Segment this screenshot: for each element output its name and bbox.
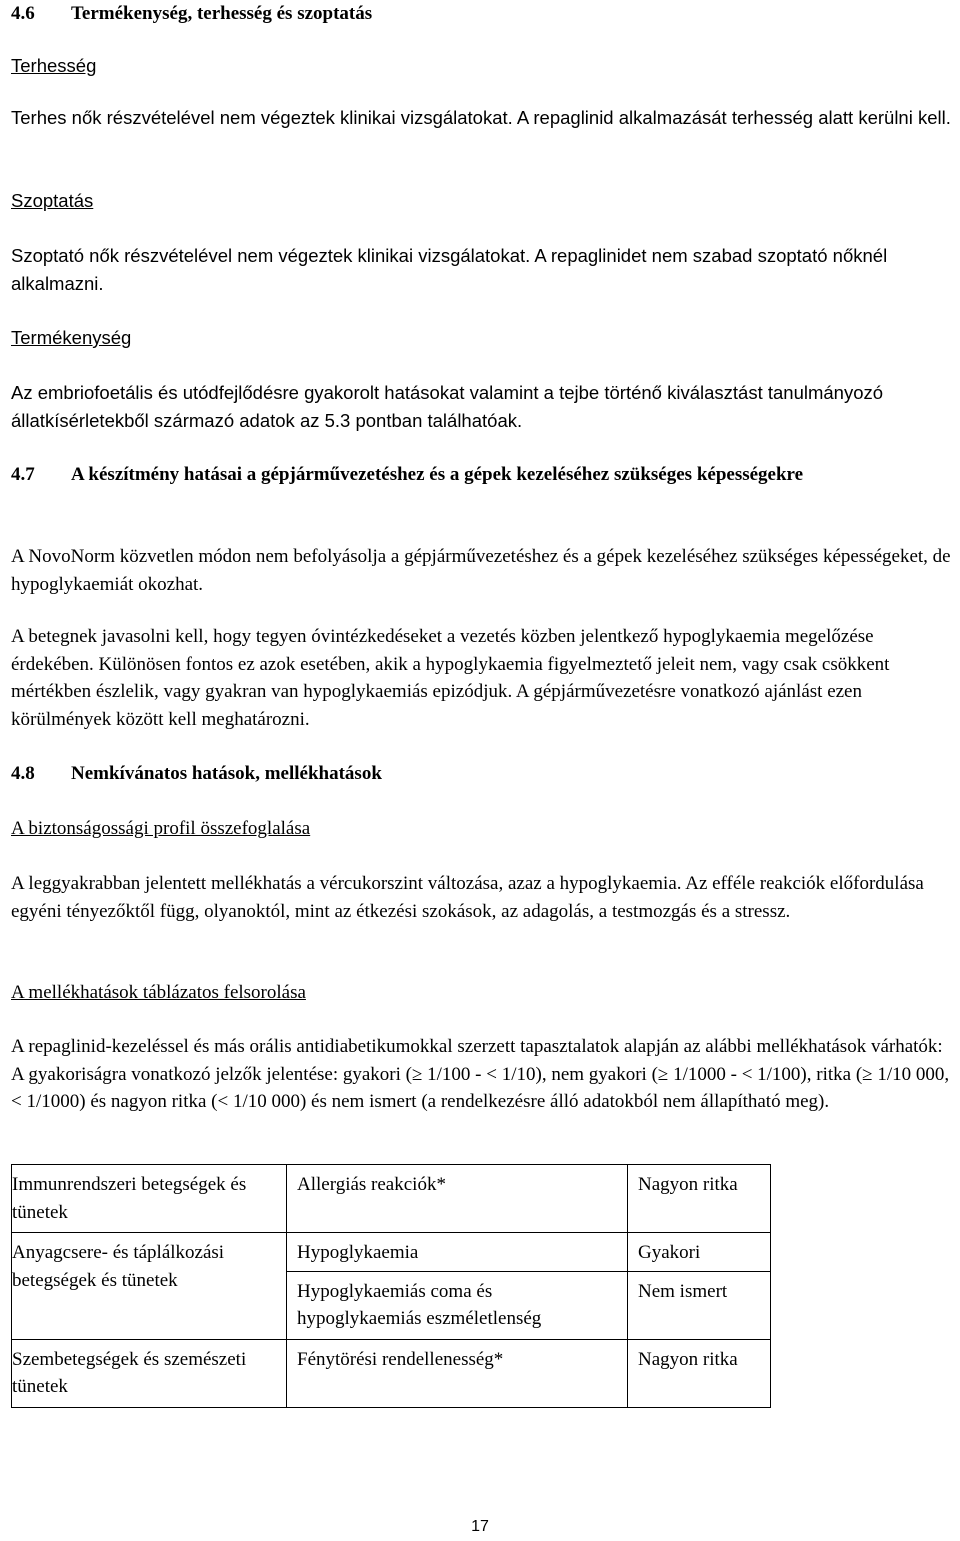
reaction-cell: Hypoglykaemiás coma és hypoglykaemiás eszméletlenség (287, 1271, 628, 1339)
page-number: 17 (471, 1518, 489, 1535)
paragraph-termekenyseg: Az embriofoetális és utódfejlődésre gyakorolt hatásokat valamint a tejbe történő kiválasztást tanulmányozó állatkísérletekből származó adatok az 5.3 pontban találhatóak. (11, 382, 884, 431)
reaction-cell: Hypoglykaemia (287, 1233, 628, 1272)
organ-class-cell: Szembetegségek és szemészeti tünetek (12, 1339, 287, 1407)
section-4-8-heading (11, 760, 956, 788)
organ-class-cell: Anyagcsere- és táplálkozási betegségek és tünetek (12, 1233, 287, 1340)
paragraph-profil: A leggyakrabban jelentett mellékhatás a vércukorszint változása, azaz a hypoglykaemia. Az efféle reakciók előfordulása egyéni tényezőktől függ, olyanoktól, mint az étkezési szokások, az adagolás, a testmozgás és a stressz. (11, 873, 924, 922)
section-title: Nemkívánatos hatások, mellékhatások (71, 763, 382, 784)
section-number: 4.8 (11, 763, 35, 784)
paragraph-4-7-1: A NovoNorm közvetlen módon nem befolyásolja a gépjárművezetéshez és a gépek kezeléséhez szükséges képességeket, de hypoglykaemiát okozhat. (11, 546, 951, 595)
table-row (12, 1165, 771, 1233)
paragraph-tablazat: A repaglinid-kezeléssel és más orális antidiabetikumokkal szerzett tapasztalatok alapján az alábbi mellékhatások várhatók: A gyakoriságra vonatkozó jelzők jelentése: gyakori (≥ 1/100 - < 1/10), nem gyakori (≥ 1/1000 - < 1/100), ritka (≥ 1/10 000, < 1/1000) és nagyon ritka (< 1/10 000) és nem ismert (a rendelkezésre álló adatokból nem állapítható meg). (11, 1036, 950, 1112)
subheading-profil: A biztonságossági profil összefoglalása (11, 818, 311, 839)
paragraph-szoptatas: Szoptató nők részvételével nem végeztek klinikai vizsgálatokat. A repaglinidet nem szabad szoptató nőknél alkalmazni. (11, 245, 888, 294)
section-number: 4.7 (11, 464, 35, 485)
subheading-tablazat: A mellékhatások táblázatos felsorolása (11, 982, 306, 1003)
section-4-7-heading (11, 461, 956, 489)
paragraph-terhesseg: Terhes nők részvételével nem végeztek klinikai vizsgálatokat. A repaglinid alkalmazását terhesség alatt kerülni kell. (11, 107, 951, 128)
subheading-termekenyseg: Termékenység (11, 327, 132, 348)
subheading-szoptatas: Szoptatás (11, 190, 94, 211)
reaction-cell: Fénytörési rendellenesség* (287, 1339, 628, 1407)
table-row (12, 1339, 771, 1407)
section-number: 4.6 (11, 3, 35, 24)
section-title: A készítmény hatásai a gépjárművezetéshez és a gépek kezeléséhez szükséges képességekre (71, 464, 804, 485)
section-4-6-heading (11, 0, 956, 28)
table-row (12, 1233, 771, 1272)
section-title: Termékenység, terhesség és szoptatás (71, 3, 373, 24)
frequency-cell: Nem ismert (628, 1271, 771, 1339)
frequency-cell: Nagyon ritka (628, 1339, 771, 1407)
paragraph-4-7-2: A betegnek javasolni kell, hogy tegyen óvintézkedéseket a vezetés közben jelentkező hypoglykaemia megelőzése érdekében. Különösen fontos ez azok esetében, akik a hypoglykaemia figyelmeztető jeleit nem, vagy csak csökkent mértékben észlelik, vagy gyakran van hypoglykaemiás epizódjuk. A gépjárművezetésre vonatkozó ajánlást ezen körülmények között kell meghatározni. (11, 626, 890, 730)
adverse-reactions-table (11, 1164, 771, 1408)
reaction-cell: Allergiás reakciók* (287, 1165, 628, 1233)
organ-class-cell: Immunrendszeri betegségek és tünetek (12, 1165, 287, 1233)
frequency-cell: Gyakori (628, 1233, 771, 1272)
frequency-cell: Nagyon ritka (628, 1165, 771, 1233)
subheading-terhesseg: Terhesség (11, 55, 97, 76)
